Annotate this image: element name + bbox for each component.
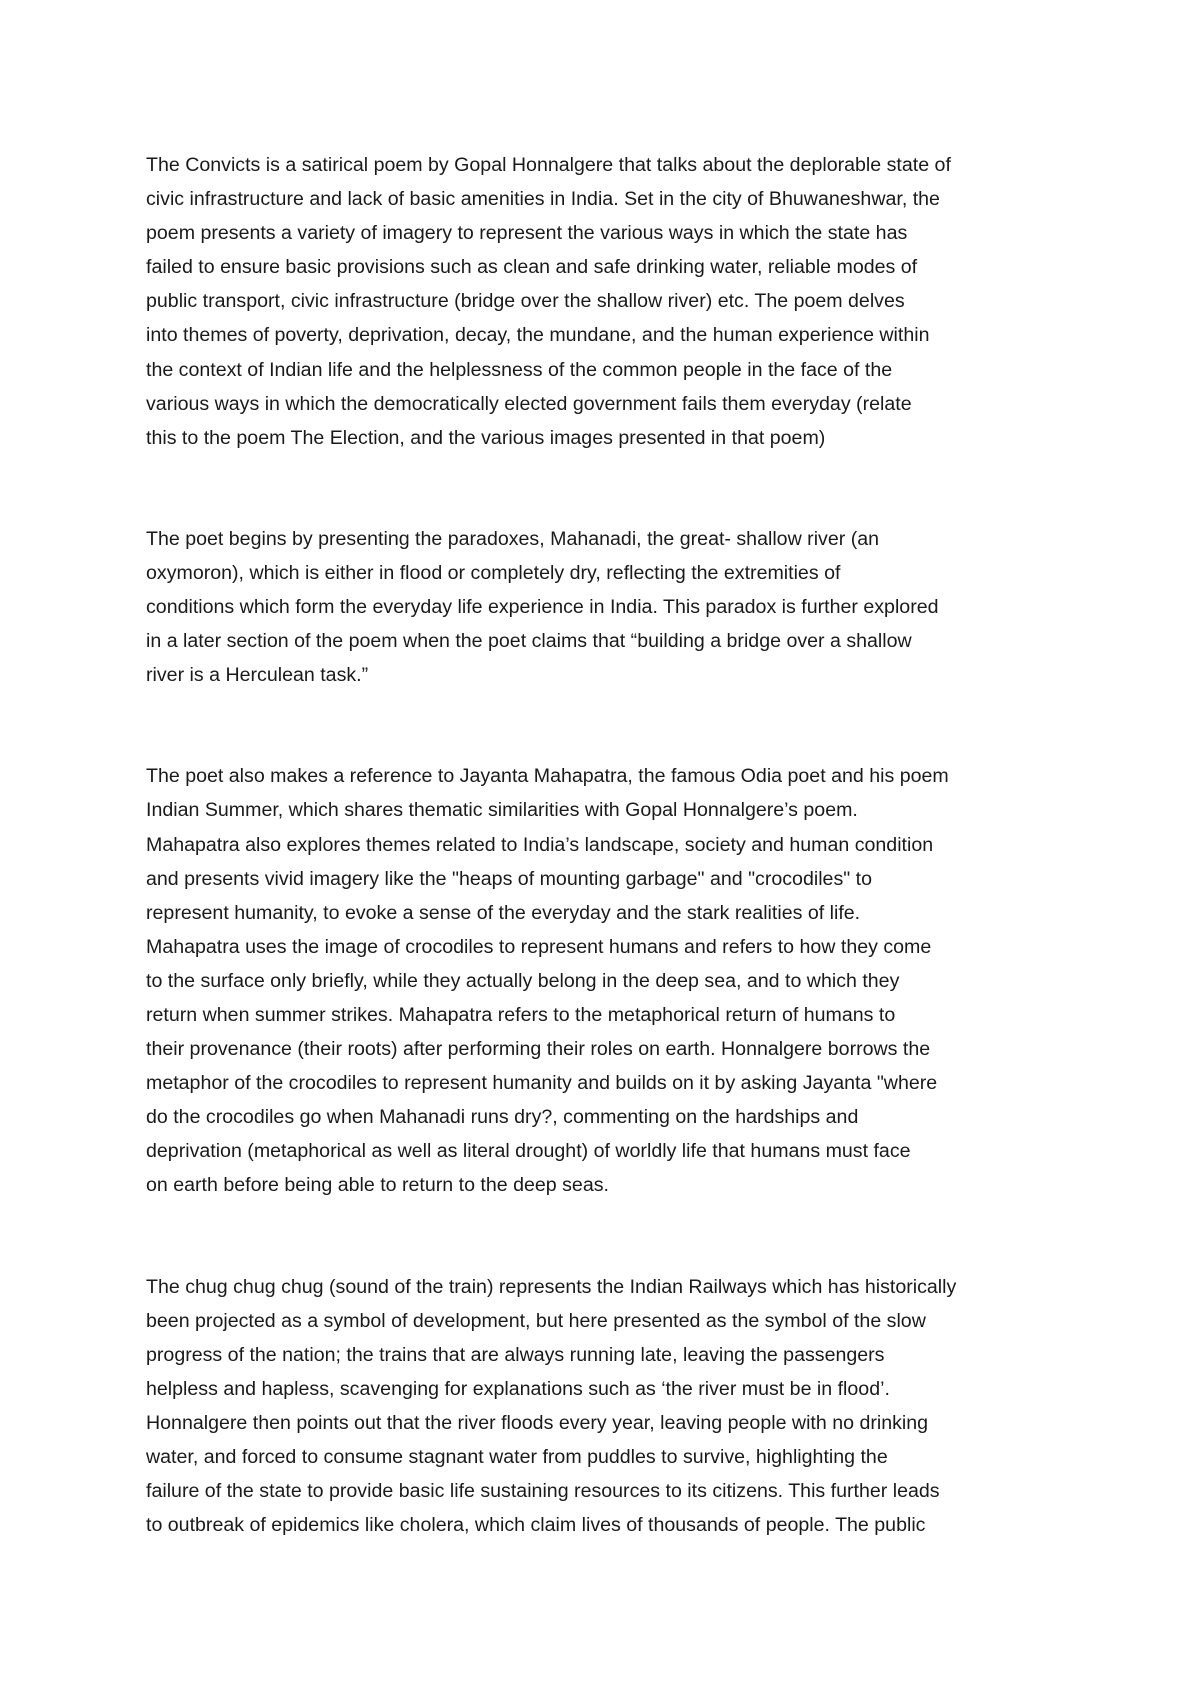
paragraph-mahapatra: The poet also makes a reference to Jayanta Mahapatra, the famous Odia poet and his poem Indian Summer, which shares thematic similarities with Gopal Honnalgere’s poem. Mahapatra also explores themes related to India’s landscape, society and human condition and presents vivid imagery like the "heaps of mounting garbage" and "crocodiles" to represent humanity, to evoke a sense of the everyday and the stark realities of life. Mahapatra uses the image of crocodiles to represent humans and refers to how they come to the surface only briefly, while they actually belong in the deep sea, and to which they return when summer strikes. Mahapatra refers to the metaphorical return of humans to their provenance (their roots) after performing their roles on earth. Honnalgere borrows the metaphor of the crocodiles to represent humanity and builds on it by asking Jayanta "where do the crocodiles go when Mahanadi runs dry?, commenting on the hardships and deprivation (metaphorical as well as literal drought) of worldly life that humans must face on earth before being able to return to the deep seas. — [146, 765, 949, 1197]
paragraph-intro: The Convicts is a satirical poem by Gopal Honnalgere that talks about the deplorable state of civic infrastructure and lack of basic amenities in India. Set in the city of Bhuwaneshwar, the poem presents a variety of imagery to represent the various ways in which the state has failed to ensure basic provisions such as clean and safe drinking water, reliable modes of public transport, civic infrastructure (bridge over the shallow river) etc. The poem delves into themes of poverty, deprivation, decay, the mundane, and the human experience within the context of Indian life and the helplessness of the common people in the face of the various ways in which the democratically elected government fails them everyday (relate this to the poem The Election, and the various images presented in that poem) — [146, 154, 951, 449]
paragraph-paradox: The poet begins by presenting the paradoxes, Mahanadi, the great- shallow river (an oxymoron), which is either in flood or completely dry, reflecting the extremities of conditions which form the everyday life experience in India. This paradox is further explored in a later section of the poem when the poet claims that “building a bridge over a shallow river is a Herculean task.” — [146, 527, 939, 687]
paragraph-railways: The chug chug chug (sound of the train) represents the Indian Railways which has historically been projected as a symbol of development, but here presented as the symbol of the slow progress of the nation; the trains that are always running late, leaving the passengers helpless and hapless, scavenging for explanations such as ‘the river must be in flood’. Honnalgere then points out that the river floods every year, leaving people with no drinking water, and forced to consume stagnant water from puddles to survive, highlighting the failure of the state to provide basic life sustaining resources to its citizens. This further leads to outbreak of epidemics like cholera, which claim lives of thousands of people. The public — [146, 1275, 957, 1537]
document-body — [146, 148, 1066, 1542]
